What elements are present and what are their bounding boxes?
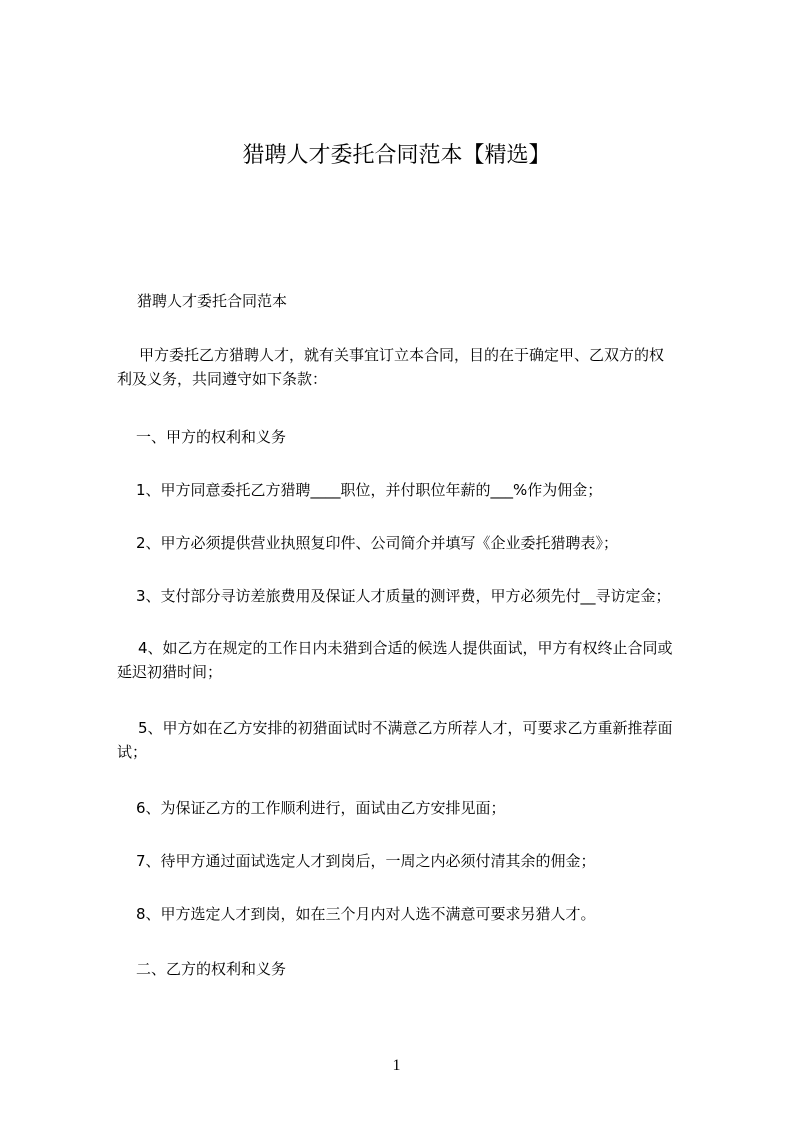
- clause-1-text: 1、甲方同意委托乙方猎聘____职位，并付职位年薪的___%作为佣金；: [136, 481, 603, 499]
- clause-2-text: 2、甲方必须提供营业执照复印件、公司简介并填写《企业委托猎聘表》；: [136, 534, 619, 552]
- section-1-title-text: 一、甲方的权利和义务: [136, 428, 287, 446]
- clause-3: [136, 584, 731, 608]
- clause-6: [136, 796, 731, 820]
- clause-6-text: 6、为保证乙方的工作顺利进行，面试由乙方安排见面；: [136, 799, 506, 817]
- clause-5: [117, 716, 712, 764]
- section-2-title: [136, 957, 731, 981]
- clause-3-text: 3、支付部分寻访差旅费用及保证人才质量的测评费，甲方必须先付__寻访定金；: [136, 587, 671, 605]
- clause-5-line-1: 5、甲方如在乙方安排的初猎面试时不满意乙方所荐人才，可要求乙方重新推荐面: [138, 719, 673, 737]
- clause-7-text: 7、待甲方通过面试选定人才到岗后，一周之内必须付清其余的佣金；: [136, 852, 596, 870]
- clause-4-line-1: 4、如乙方在规定的工作日内未猎到合适的候选人提供面试，甲方有权终止合同或: [138, 639, 673, 657]
- contract-heading-text: 猎聘人才委托合同范本: [137, 292, 288, 310]
- clause-7: [136, 849, 731, 873]
- clause-4-line-2: 延迟初猎时间；: [117, 663, 223, 681]
- intro-line-1: 甲方委托乙方猎聘人才，就有关事宜订立本合同，目的在于确定甲、乙双方的权: [139, 346, 665, 364]
- clause-2: [136, 531, 731, 555]
- section-1-title: [136, 425, 731, 449]
- section-2-title-text: 二、乙方的权利和义务: [136, 960, 287, 978]
- clause-1: [136, 478, 731, 502]
- clause-8: [136, 902, 731, 926]
- page-number: 1: [392, 1057, 401, 1074]
- intro-line-2: 利及义务，共同遵守如下条款：: [117, 370, 328, 388]
- contract-heading: [137, 289, 732, 313]
- document-title: 猎聘人才委托合同范本【精选】: [242, 143, 551, 168]
- clause-5-line-2: 试；: [117, 743, 148, 761]
- clause-4: [117, 636, 712, 684]
- intro-paragraph: [117, 343, 712, 391]
- clause-8-text: 8、甲方选定人才到岗，如在三个月内对人选不满意可要求另猎人才。: [136, 905, 596, 923]
